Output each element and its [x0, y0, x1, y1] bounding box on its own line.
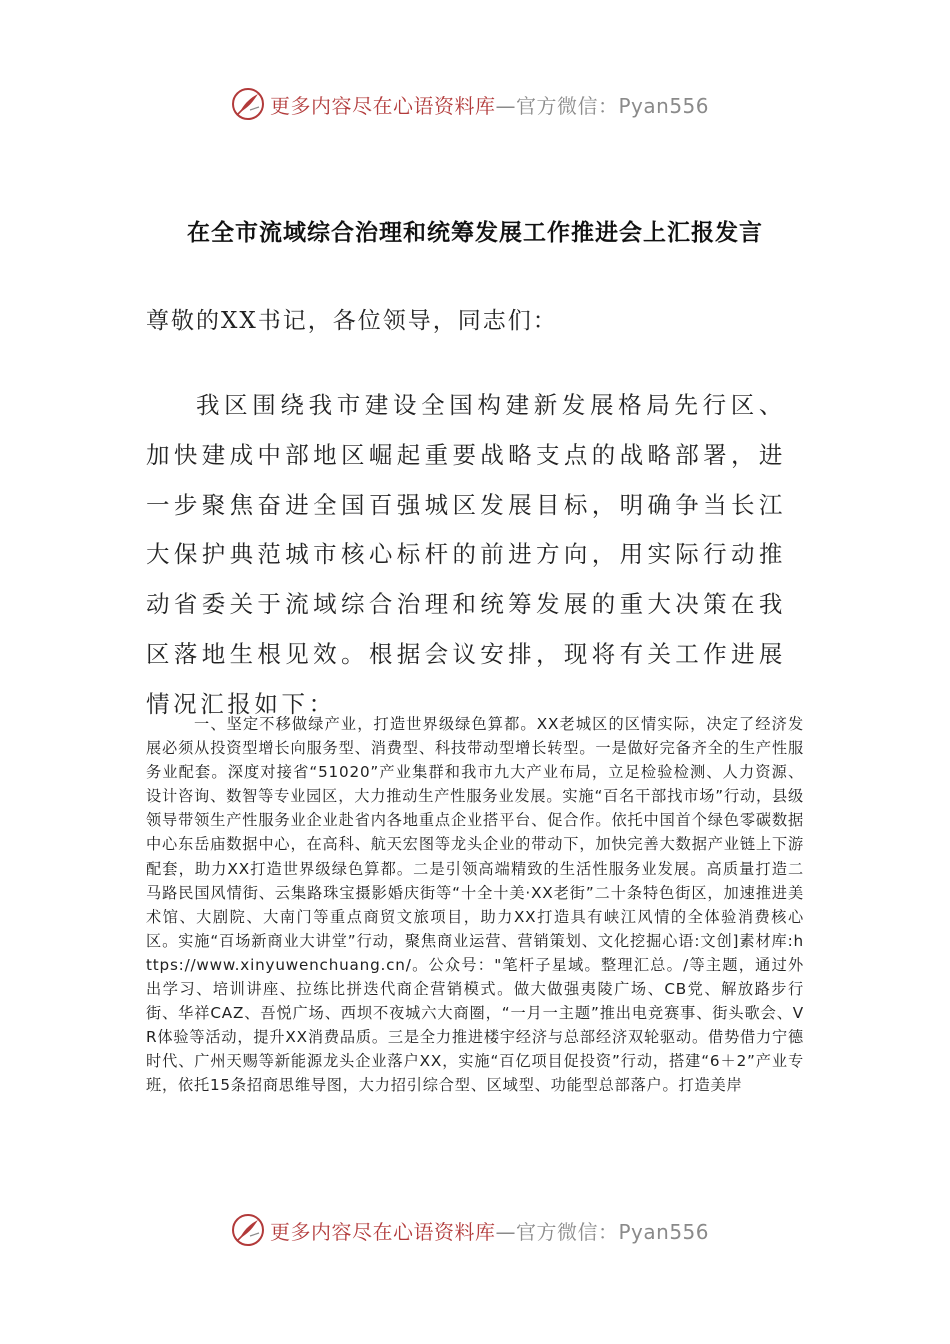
- footer-banner-text: [270, 1216, 709, 1245]
- footer-watermark-banner: [230, 1210, 750, 1250]
- document-title: 在全市流域综合治理和统筹发展工作推进会上汇报发言: [187, 220, 763, 246]
- feather-pen-logo-icon: [230, 1212, 266, 1248]
- header-banner-main: 更多内容尽在心语资料库: [270, 93, 496, 118]
- footer-banner-suffix: —官方微信：Pyan556: [495, 1219, 710, 1244]
- body-paragraph: 一、坚定不移做绿产业，打造世界级绿色算都。XX老城区的区情实际，决定了经济发展必须从投资型增长向服务型、消费型、科技带动型增长转型。一是做好完备齐全的生产性服务业配套。深度对接省“51020”产业集群和我市九大产业布局，立足检验检测、人力资源、设计咨询、数智等专业园区，大力推动生产性服务业发展。实施“百名干部找市场”行动，县级领导带领生产性服务业企业赴省内各地重点企业搭平台、促合作。依托中国首个绿色零碳数据中心东岳庙数据中心，在高科、航天宏图等龙头企业的带动下，加快完善大数据产业链上下游配套，助力XX打造世界级绿色算都。二是引领高端精致的生活性服务业发展。高质量打造二马路民国风情街、云集路珠宝摄影婚庆街等“十全十美·XX老街”二十条特色街区，加速推进美术馆、大剧院、大南门等重点商贸文旅项目，助力XX打造具有峡江风情的全体验消费核心区。实施“百场新商业大讲堂”行动，聚焦商业运营、营销策划、文化挖掘心语:文创]素材库:https://www.xinyuwenchuang.cn/。公众号："笔杆子星域。整理汇总。/等主题，通过外出学习、培训讲座、拉练比拼迭代商企营销模式。做大做强夷陵广场、CB党、解放路步行街、华祥CAZ、吾悦广场、西坝不夜城六大商圈，“一月一主题”推出电竞赛事、街头歌会、VR体验等活动，提升XX消费品质。三是全力推进楼宇经济与总部经济双轮驱动。借势借力宁德时代、广州天赐等新能源龙头企业落户XX，实施“百亿项目促投资”行动，搭建“6＋2”产业专班，依托15条招商思维导图，大力招引综合型、区域型、功能型总部落户。打造美岸: [146, 715, 804, 1095]
- intro-paragraph: 我区围绕我市建设全国构建新发展格局先行区、加快建成中部地区崛起重要战略支点的战略部署，进一步聚焦奋进全国百强城区发展目标，明确争当长江大保护典范城市核心标杆的前进方向，用实际行动推动省委关于流域综合治理和统筹发展的重大决策在我区落地生根见效。根据会议安排，现将有关工作进展情况汇报如下：: [146, 391, 786, 718]
- footer-banner-main: 更多内容尽在心语资料库: [270, 1219, 496, 1244]
- header-banner-suffix: —官方微信：Pyan556: [495, 93, 710, 118]
- document-salutation: 尊敬的XX书记，各位领导，同志们：: [146, 308, 558, 334]
- header-watermark-banner: [230, 84, 750, 124]
- header-banner-text: [270, 90, 709, 119]
- feather-pen-logo-icon: [230, 86, 266, 122]
